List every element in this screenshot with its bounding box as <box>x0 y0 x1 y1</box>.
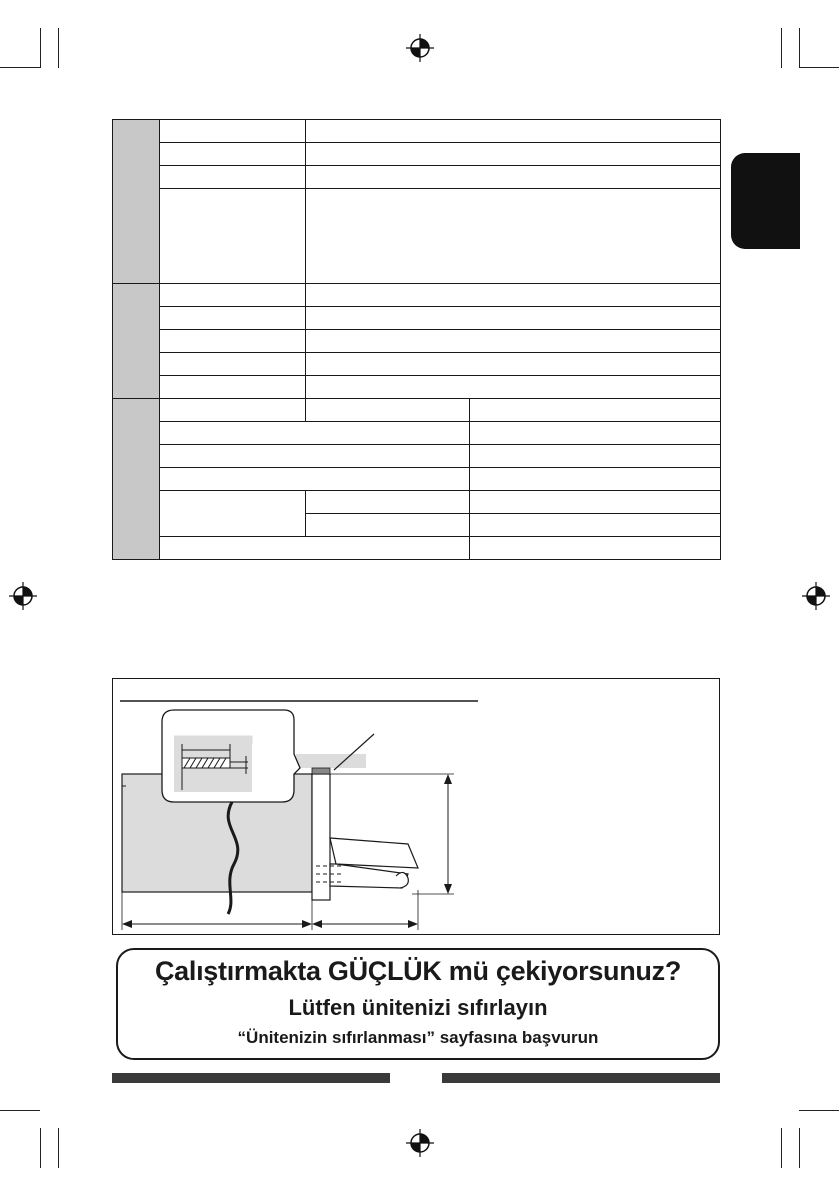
faceplate-top-hatch <box>312 768 330 774</box>
notice-reference: “Ünitenizin sıfırlanması” sayfasına başvurun <box>237 1028 599 1047</box>
table-cell <box>160 353 306 376</box>
crop-mark-icon <box>799 67 839 68</box>
table-row <box>113 330 721 353</box>
table-cell <box>306 189 721 284</box>
reset-notice-box <box>116 948 720 1060</box>
crop-mark-icon <box>781 28 782 68</box>
table-cell <box>160 143 306 166</box>
table-cell <box>160 284 306 307</box>
table-cell <box>470 422 721 445</box>
notice-heading: Çalıştırmakta GÜÇLÜK mü çekiyorsunuz? <box>154 956 682 986</box>
table-cell <box>306 353 721 376</box>
notice-subheading: Lütfen ünitenizi sıfırlayın <box>288 995 548 1020</box>
table-cell <box>160 491 306 537</box>
table-cell <box>470 445 721 468</box>
table-cell <box>306 514 470 537</box>
crop-mark-icon <box>58 1128 59 1168</box>
table-cell <box>470 399 721 422</box>
table-row <box>113 307 721 330</box>
specifications-table <box>112 119 721 560</box>
table-row <box>113 143 721 166</box>
table-row <box>113 468 721 491</box>
table-cell <box>470 514 721 537</box>
table-cell <box>306 143 721 166</box>
table-cell <box>160 399 306 422</box>
crop-mark-icon <box>799 28 800 68</box>
faceplate <box>312 774 330 900</box>
table-row <box>113 399 721 422</box>
sleeve <box>296 754 366 768</box>
crop-mark-icon <box>40 1128 41 1168</box>
table-row <box>113 422 721 445</box>
section-label-cell <box>113 284 160 399</box>
table-cell <box>160 537 470 560</box>
table-cell <box>160 166 306 189</box>
table-cell <box>470 537 721 560</box>
table-cell <box>160 422 470 445</box>
table-cell <box>306 376 721 399</box>
table-row <box>113 166 721 189</box>
crop-mark-icon <box>0 1110 40 1111</box>
table-row <box>113 537 721 560</box>
table-cell <box>160 120 306 143</box>
table-row <box>113 376 721 399</box>
table-cell <box>306 166 721 189</box>
registration-mark-icon <box>406 34 434 62</box>
table-row <box>113 491 721 514</box>
crop-mark-icon <box>58 28 59 68</box>
table-row <box>113 189 721 284</box>
table-cell <box>160 468 470 491</box>
table-cell <box>306 284 721 307</box>
table-row <box>113 445 721 468</box>
table-cell <box>160 445 470 468</box>
footer-bar-right <box>442 1073 720 1083</box>
table-row <box>113 284 721 307</box>
crop-mark-icon <box>40 28 41 68</box>
table-cell <box>160 376 306 399</box>
crop-mark-icon <box>0 67 40 68</box>
language-tab <box>731 153 800 249</box>
table-cell <box>306 307 721 330</box>
registration-mark-icon <box>802 582 830 610</box>
section-label-cell <box>113 399 160 560</box>
registration-mark-icon <box>406 1129 434 1157</box>
footer-bar-left <box>112 1073 390 1083</box>
table-cell <box>470 468 721 491</box>
table-row <box>113 120 721 143</box>
table-cell <box>306 120 721 143</box>
table-cell <box>160 330 306 353</box>
table-row <box>113 353 721 376</box>
table-cell <box>160 307 306 330</box>
crop-mark-icon <box>799 1110 839 1111</box>
open-panel <box>330 838 418 868</box>
crop-mark-icon <box>781 1128 782 1168</box>
table-cell <box>306 491 470 514</box>
table-cell <box>306 399 470 422</box>
unit-dimension-diagram <box>112 678 720 935</box>
registration-mark-icon <box>9 582 37 610</box>
section-label-cell <box>113 120 160 284</box>
table-cell <box>160 189 306 284</box>
crop-mark-icon <box>799 1128 800 1168</box>
table-cell <box>470 491 721 514</box>
table-cell <box>306 330 721 353</box>
